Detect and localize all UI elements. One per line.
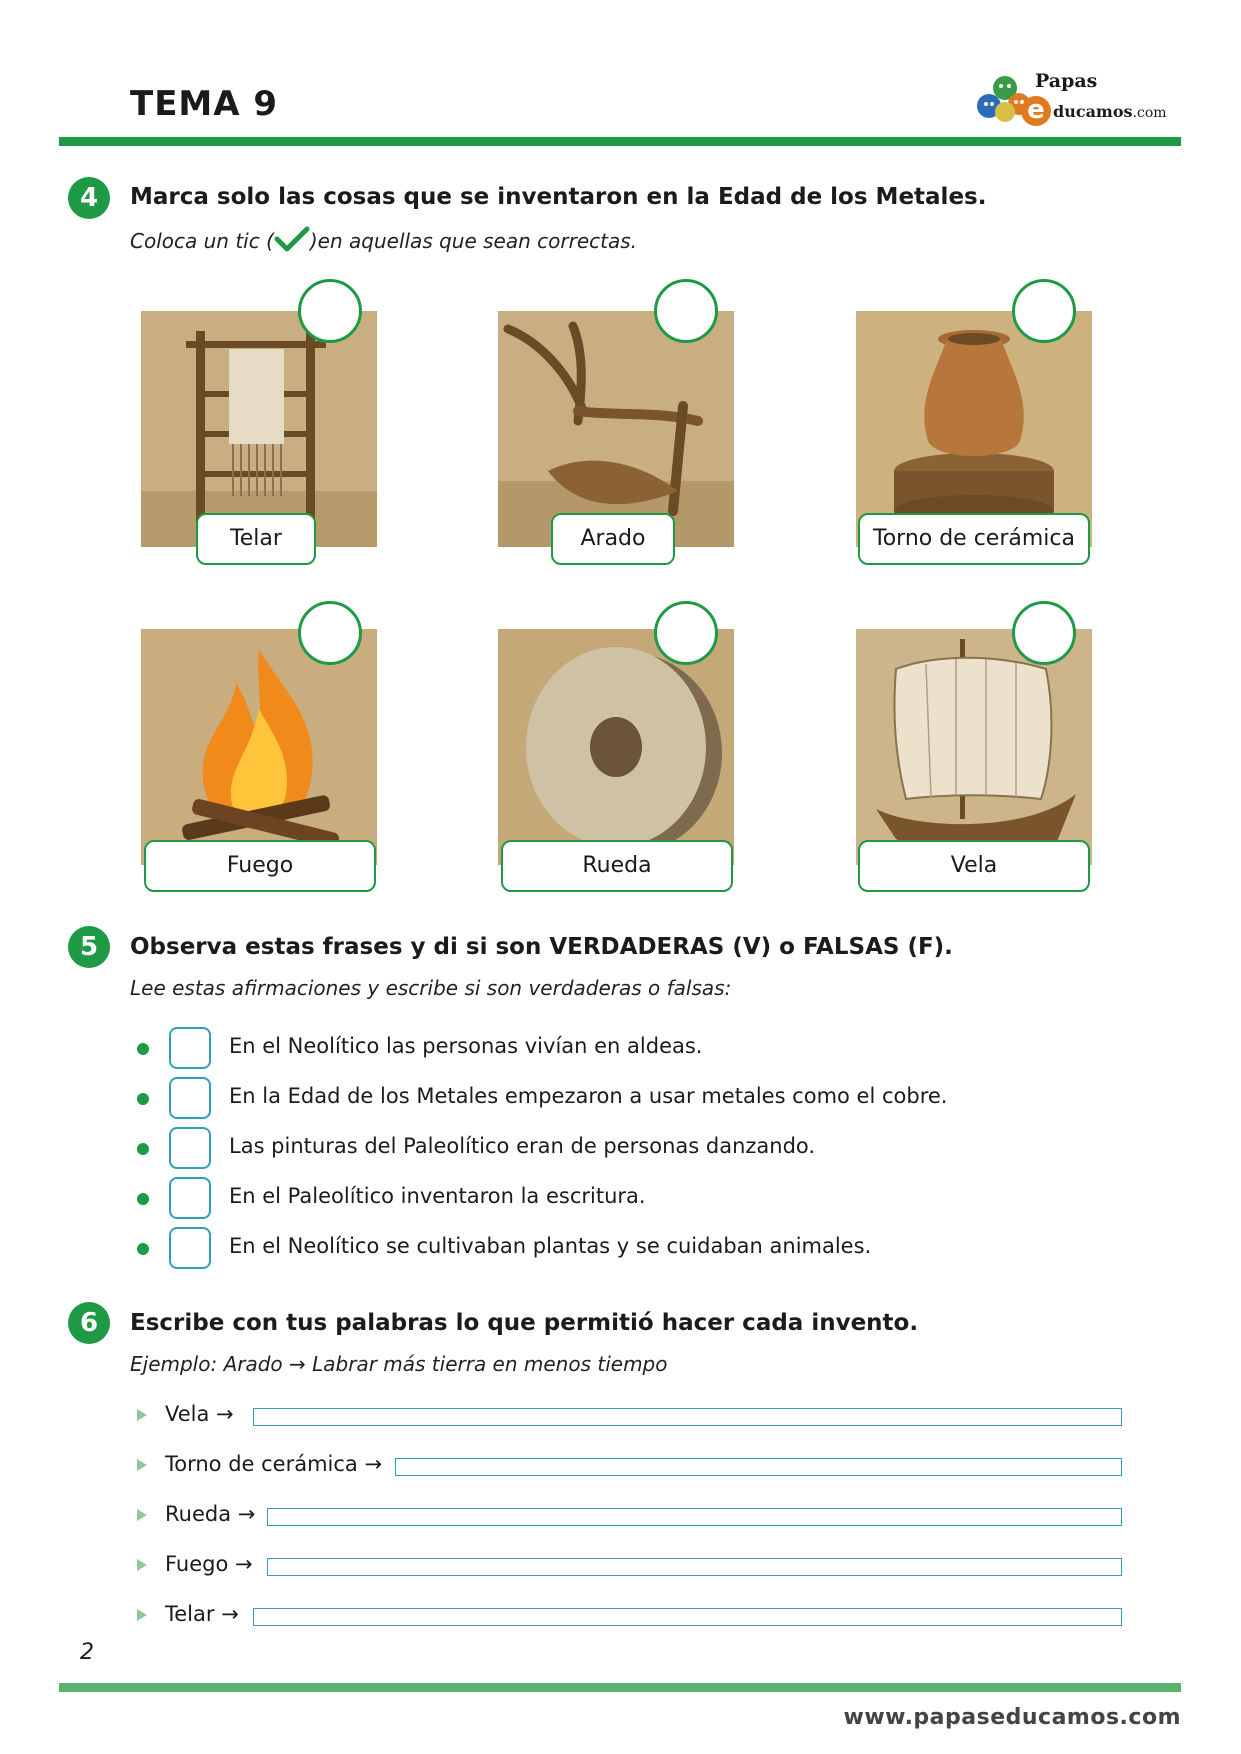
card-image-vela [856, 629, 1092, 865]
answer-line[interactable] [267, 1508, 1122, 1526]
card-image-arado [498, 311, 734, 547]
write-row-label: Fuego → [165, 1552, 253, 1576]
check-circle-telar[interactable] [298, 279, 362, 343]
bullet-icon [137, 1243, 149, 1255]
answer-line[interactable] [253, 1608, 1122, 1626]
label-fuego: Fuego [144, 840, 376, 892]
true-false-row [135, 1177, 1035, 1221]
loom-icon [141, 311, 377, 547]
card-image-torno [856, 311, 1092, 547]
fire-icon [141, 629, 377, 865]
statement-text: En la Edad de los Metales empezaron a usar metales como el cobre. [229, 1084, 948, 1108]
write-row-label: Torno de cerámica → [165, 1452, 383, 1476]
answer-box[interactable] [169, 1127, 211, 1169]
checkmark-icon [274, 226, 310, 252]
logo-word-papas: Papas [1035, 70, 1098, 92]
logo-suffix: .com [1132, 105, 1167, 121]
logo-word-educamos [1053, 102, 1167, 121]
write-row [135, 1498, 1135, 1538]
check-circle-fuego[interactable] [298, 601, 362, 665]
answer-line[interactable] [267, 1558, 1122, 1576]
section-4-subtitle-before: Coloca un tic ( [130, 229, 274, 253]
section-5-title: Observa estas frases y di si son VERDADERAS (V) o FALSAS (F). [130, 934, 953, 960]
section-6-example: Ejemplo: Arado → Labrar más tierra en menos tiempo [130, 1352, 668, 1376]
answer-line[interactable] [395, 1458, 1122, 1476]
answer-box[interactable] [169, 1027, 211, 1069]
write-row-label: Telar → [165, 1602, 239, 1626]
bullet-icon [137, 1193, 149, 1205]
label-rueda: Rueda [501, 840, 733, 892]
page-title: TEMA 9 [130, 84, 279, 124]
statement-text: En el Neolítico las personas vivían en aldeas. [229, 1034, 703, 1058]
check-circle-torno[interactable] [1012, 279, 1076, 343]
section-4-subtitle [130, 226, 637, 253]
answer-box[interactable] [169, 1227, 211, 1269]
label-telar: Telar [196, 513, 316, 565]
write-row [135, 1398, 1135, 1438]
page-number: 2 [80, 1640, 94, 1665]
header-divider [59, 137, 1181, 146]
section-4-number: 4 [68, 177, 110, 219]
write-row-label: Vela → [165, 1402, 234, 1426]
check-circle-arado[interactable] [654, 279, 718, 343]
bullet-icon [137, 1143, 149, 1155]
label-arado: Arado [551, 513, 675, 565]
footer-divider [59, 1683, 1181, 1692]
wheel-icon [498, 629, 734, 865]
card-image-telar [141, 311, 377, 547]
write-row-label: Rueda → [165, 1502, 256, 1526]
section-4-subtitle-after: )en aquellas que sean correctas. [309, 229, 637, 253]
footer-url[interactable]: www.papaseducamos.com [843, 1705, 1181, 1730]
check-circle-vela[interactable] [1012, 601, 1076, 665]
pottery-wheel-icon [856, 311, 1092, 547]
papaseducamos-logo [975, 62, 1185, 132]
section-4-title: Marca solo las cosas que se inventaron en la Edad de los Metales. [130, 184, 987, 210]
card-image-fuego [141, 629, 377, 865]
answer-line[interactable] [253, 1408, 1122, 1426]
sail-icon [856, 629, 1092, 865]
label-vela: Vela [858, 840, 1090, 892]
logo-word-ducamos: ducamos [1053, 102, 1133, 121]
write-row [135, 1448, 1135, 1488]
bullet-icon [137, 1043, 149, 1055]
statement-text: En el Paleolítico inventaron la escritura. [229, 1184, 646, 1208]
true-false-row [135, 1077, 1035, 1121]
true-false-row [135, 1027, 1035, 1071]
label-torno-de-ceramica: Torno de cerámica [858, 513, 1090, 565]
write-row [135, 1598, 1135, 1638]
write-row [135, 1548, 1135, 1588]
true-false-row [135, 1227, 1035, 1271]
answer-box[interactable] [169, 1177, 211, 1219]
plow-icon [498, 311, 734, 547]
triangle-bullet-icon [137, 1559, 147, 1571]
triangle-bullet-icon [137, 1609, 147, 1621]
section-5-subtitle: Lee estas afirmaciones y escribe si son verdaderas o falsas: [130, 976, 732, 1000]
section-6-number: 6 [68, 1302, 110, 1344]
section-5-number: 5 [68, 926, 110, 968]
triangle-bullet-icon [137, 1459, 147, 1471]
true-false-row [135, 1127, 1035, 1171]
statement-text: Las pinturas del Paleolítico eran de personas danzando. [229, 1134, 816, 1158]
statement-text: En el Neolítico se cultivaban plantas y se cuidaban animales. [229, 1234, 872, 1258]
card-image-rueda [498, 629, 734, 865]
bullet-icon [137, 1093, 149, 1105]
logo-letter-e: e [1021, 96, 1051, 126]
check-circle-rueda[interactable] [654, 601, 718, 665]
answer-box[interactable] [169, 1077, 211, 1119]
triangle-bullet-icon [137, 1509, 147, 1521]
section-6-title: Escribe con tus palabras lo que permitió hacer cada invento. [130, 1310, 919, 1336]
triangle-bullet-icon [137, 1409, 147, 1421]
